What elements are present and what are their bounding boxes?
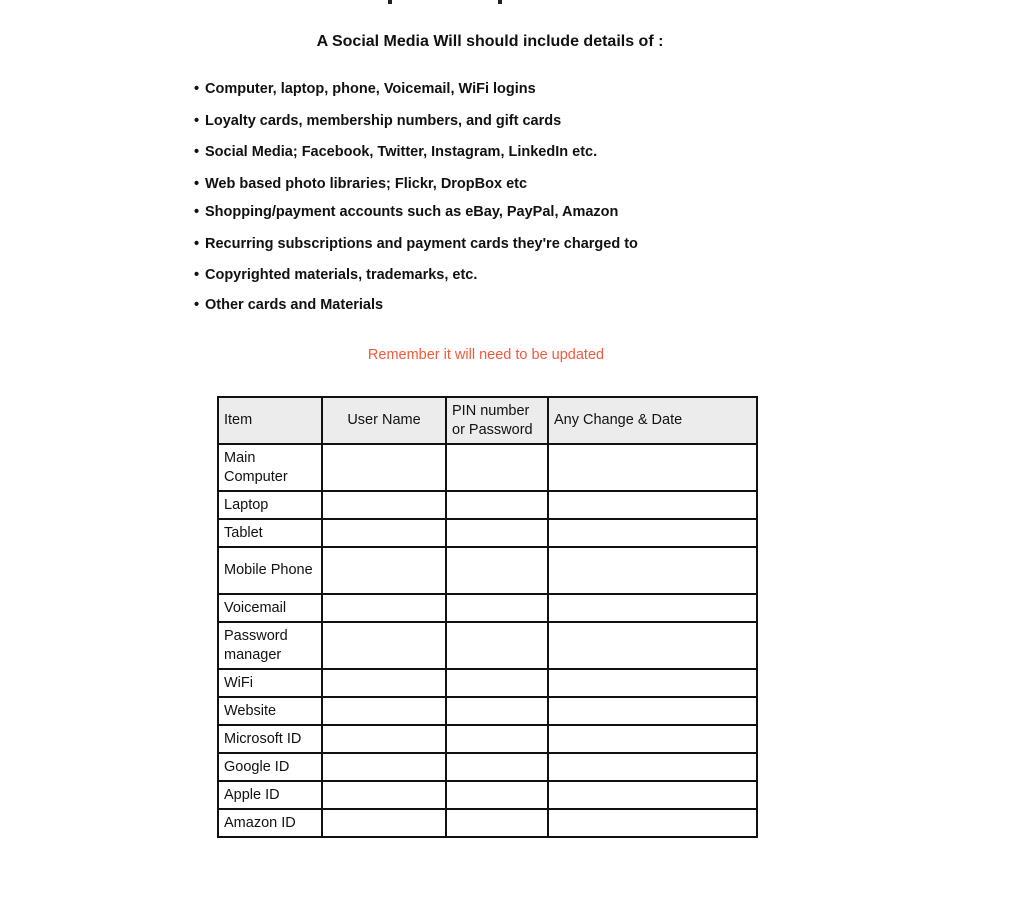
table-header-row	[218, 397, 757, 444]
item-label: Amazon ID	[224, 814, 296, 831]
bullet-icon: •	[194, 113, 200, 129]
login-details-table	[217, 396, 758, 838]
change-date-cell[interactable]	[548, 594, 757, 622]
item-cell	[218, 669, 322, 697]
bullet-text: Loyalty cards, membership numbers, and gift cards	[205, 113, 562, 129]
item-cell	[218, 622, 322, 669]
bullet-text: Recurring subscriptions and payment cards they're charged to	[205, 236, 638, 252]
item-label: Main Computer	[224, 449, 288, 485]
bullet-icon: •	[194, 144, 200, 160]
bullet-item	[194, 144, 597, 160]
bullet-text: Copyrighted materials, trademarks, etc.	[205, 267, 478, 283]
bullet-text: Other cards and Materials	[205, 297, 384, 313]
item-label: Google ID	[224, 758, 290, 775]
item-cell	[218, 753, 322, 781]
user-name-cell[interactable]	[322, 491, 446, 519]
user-name-cell[interactable]	[322, 781, 446, 809]
user-name-cell[interactable]	[322, 444, 446, 491]
item-cell	[218, 547, 322, 594]
change-date-cell[interactable]	[548, 491, 757, 519]
user-name-cell[interactable]	[322, 809, 446, 837]
item-cell	[218, 781, 322, 809]
pin-password-cell[interactable]	[446, 697, 548, 725]
bullet-icon: •	[194, 236, 200, 252]
item-label: Password manager	[224, 627, 288, 663]
user-name-cell[interactable]	[322, 622, 446, 669]
table-row	[218, 622, 757, 669]
pin-password-cell[interactable]	[446, 725, 548, 753]
bullet-icon: •	[194, 267, 200, 283]
section-heading: A Social Media Will should include details of :	[316, 33, 664, 50]
header-pin-password: PIN number or Password	[446, 397, 548, 444]
item-cell	[218, 594, 322, 622]
user-name-cell[interactable]	[322, 519, 446, 547]
bullet-text: Social Media; Facebook, Twitter, Instagram, LinkedIn etc.	[205, 144, 598, 160]
change-date-cell[interactable]	[548, 547, 757, 594]
bullet-icon: •	[194, 81, 200, 97]
bullet-icon: •	[194, 297, 200, 313]
item-cell	[218, 809, 322, 837]
change-date-cell[interactable]	[548, 781, 757, 809]
clipped-previous-line	[380, 0, 520, 4]
bullet-item	[194, 113, 561, 129]
bullet-icon: •	[194, 204, 200, 220]
pin-password-cell[interactable]	[446, 622, 548, 669]
item-cell	[218, 697, 322, 725]
table-row	[218, 725, 757, 753]
update-reminder: Remember it will need to be updated	[367, 347, 605, 363]
pin-password-cell[interactable]	[446, 444, 548, 491]
bullet-item	[194, 236, 638, 252]
pin-password-cell[interactable]	[446, 809, 548, 837]
item-cell	[218, 491, 322, 519]
user-name-cell[interactable]	[322, 697, 446, 725]
change-date-cell[interactable]	[548, 809, 757, 837]
table-row	[218, 547, 757, 594]
item-cell	[218, 444, 322, 491]
user-name-cell[interactable]	[322, 753, 446, 781]
item-label: Laptop	[224, 496, 269, 513]
bullet-icon: •	[194, 176, 200, 192]
item-label: Website	[224, 702, 277, 719]
table-row	[218, 491, 757, 519]
change-date-cell[interactable]	[548, 669, 757, 697]
table-row	[218, 697, 757, 725]
change-date-cell[interactable]	[548, 444, 757, 491]
pin-password-cell[interactable]	[446, 781, 548, 809]
table-row	[218, 809, 757, 837]
pin-password-cell[interactable]	[446, 594, 548, 622]
bullet-item	[194, 204, 618, 220]
change-date-cell[interactable]	[548, 519, 757, 547]
change-date-cell[interactable]	[548, 753, 757, 781]
table-row	[218, 753, 757, 781]
bullet-text: Shopping/payment accounts such as eBay, PayPal, Amazon	[205, 204, 619, 220]
bullet-item	[194, 81, 536, 97]
table-row	[218, 594, 757, 622]
change-date-cell[interactable]	[548, 725, 757, 753]
bullet-item	[194, 267, 477, 283]
change-date-cell[interactable]	[548, 697, 757, 725]
pin-password-cell[interactable]	[446, 547, 548, 594]
item-label: Apple ID	[224, 786, 280, 803]
header-item: Item	[218, 397, 322, 444]
item-label: Voicemail	[224, 599, 287, 616]
item-cell	[218, 725, 322, 753]
item-label: Microsoft ID	[224, 730, 302, 747]
item-cell	[218, 519, 322, 547]
bullet-item	[194, 297, 383, 313]
item-label: Tablet	[224, 524, 263, 541]
bullet-item	[194, 176, 527, 192]
user-name-cell[interactable]	[322, 725, 446, 753]
pin-password-cell[interactable]	[446, 669, 548, 697]
user-name-cell[interactable]	[322, 594, 446, 622]
user-name-cell[interactable]	[322, 547, 446, 594]
pin-password-cell[interactable]	[446, 753, 548, 781]
item-label: WiFi	[224, 674, 253, 691]
pin-password-cell[interactable]	[446, 491, 548, 519]
table-row	[218, 519, 757, 547]
item-label: Mobile Phone	[224, 562, 313, 578]
header-user-name: User Name	[322, 397, 446, 444]
table-row	[218, 781, 757, 809]
pin-password-cell[interactable]	[446, 519, 548, 547]
table-row	[218, 669, 757, 697]
change-date-cell[interactable]	[548, 622, 757, 669]
bullet-text: Computer, laptop, phone, Voicemail, WiFi logins	[205, 81, 536, 97]
bullet-text: Web based photo libraries; Flickr, DropBox etc	[205, 176, 528, 192]
table-row	[218, 444, 757, 491]
header-change-date: Any Change & Date	[548, 397, 757, 444]
user-name-cell[interactable]	[322, 669, 446, 697]
